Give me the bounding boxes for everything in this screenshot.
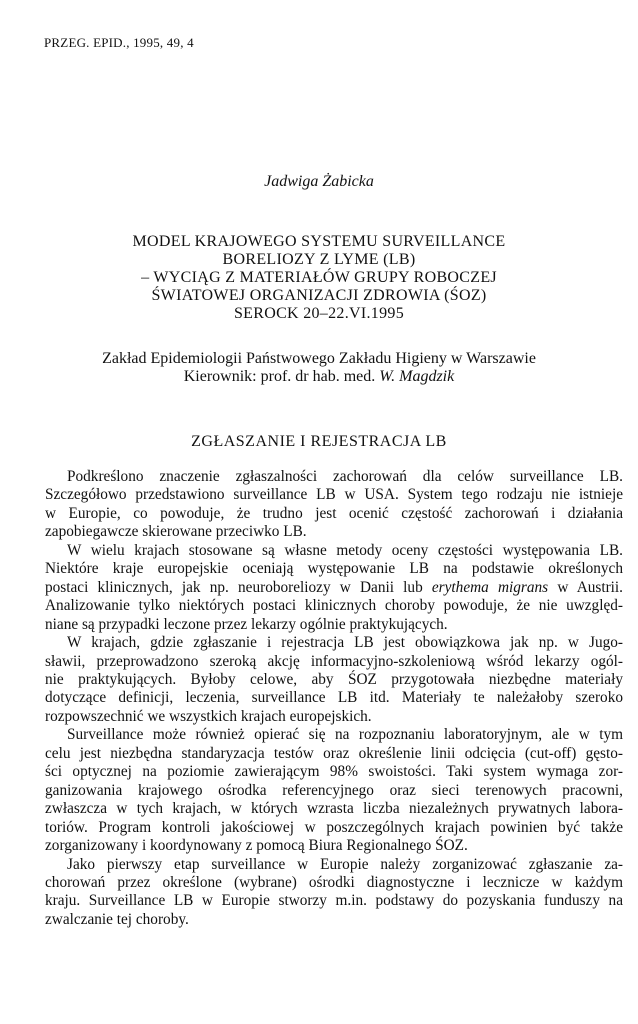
affiliation-head-name: W. Magdzik <box>379 368 455 385</box>
text-run: postaci klinicznych, jak np. neuroboreliozy w Danii lub <box>45 578 432 596</box>
text-line: zwalczanie tej choroby. <box>45 910 189 928</box>
text-line: Jako pierwszy etap surveillance w Europie należy zorganizować zgłaszanie za- <box>67 855 623 873</box>
text-line: zapobiegawcze skierowane przeciwko LB. <box>45 523 307 541</box>
text-line: zwłaszcza w tych krajach, w których wzrasta liczba niezależnych prywatnych labora- <box>45 800 623 818</box>
article-title <box>40 233 598 323</box>
text-line: niane są przypadki leczone przez lekarzy ogólnie praktykujących. <box>45 615 448 633</box>
paragraph <box>45 542 623 634</box>
section-heading: ZGŁASZANIE I REJESTRACJA LB <box>191 433 447 450</box>
title-line: BORELIOZY Z LYME (LB) <box>222 251 416 268</box>
text-line: ści optycznej na poziomie zawierającym 98% swoistości. Taki system wymaga zor- <box>45 763 623 781</box>
text-line: W wielu krajach stosowane są własne metody oceny częstości występowania LB. <box>67 541 623 559</box>
author-name: Jadwiga Żabicka <box>264 173 374 190</box>
text-line <box>45 579 623 597</box>
affiliation <box>30 350 608 386</box>
title-line: ŚWIATOWEJ ORGANIZACJI ZDROWIA (ŚOZ) <box>151 287 487 304</box>
text-run: w Austrii. <box>548 578 624 596</box>
text-line: rozpowszechnić we wszystkich krajach europejskich. <box>45 707 372 725</box>
text-line: Podkreślono znaczenie zgłaszalności zachorowań dla celów surveillance LB. <box>67 468 623 485</box>
text-line: Analizowanie tylko niektórych postaci klinicznych choroby powoduje, że nie uwzględ- <box>45 597 623 615</box>
affiliation-head-label: Kierownik: prof. dr hab. med. <box>183 368 380 385</box>
text-line: chorowań przez określone (wybrane) ośrodki diagnostyczne i lecznicze w każdym <box>45 873 623 891</box>
text-line: celu jest niezbędna standaryzacja testów oraz określenie linii odcięcia (cut-off) gęsto- <box>45 744 623 762</box>
text-line: ganizowania krajowego ośrodka referencyjnego oraz sieci terenowych pracowni, <box>45 781 623 799</box>
affiliation-head <box>30 368 608 386</box>
text-line: w Europie, co powoduje, że trudno jest ocenić częstość zachorowań i działania <box>45 504 623 522</box>
paragraph <box>45 634 623 726</box>
article-body <box>45 468 623 929</box>
text-line: W krajach, gdzie zgłaszanie i rejestracja LB jest obowiązkowa jak np. w Jugo- <box>67 634 623 652</box>
text-line: sławii, przeprowadzono szeroką akcję informacyjno-szkoleniową wśród lekarzy ogól- <box>45 652 623 670</box>
text-line: toriów. Program kontroli jakościowej w poszczególnych krajach powinien być także <box>45 818 623 836</box>
title-line: SEROCK 20–22.VI.1995 <box>233 305 404 322</box>
text-line: zorganizowany i koordynowany z pomocą Biura Regionalnego ŚOZ. <box>45 837 468 855</box>
journal-header: PRZEG. EPID., 1995, 49, 4 <box>44 35 194 50</box>
text-line: kraju. Surveillance LB w Europie stworzy m.in. podstawy do pozyskania funduszy na <box>45 892 623 910</box>
paragraph <box>45 856 623 930</box>
title-line: – WYCIĄG Z MATERIAŁÓW GRUPY ROBOCZEJ <box>141 269 497 286</box>
text-line: Niektóre kraje europejskie oceniają występowanie LB na podstawie określonych <box>45 560 623 578</box>
paragraph <box>45 726 623 855</box>
title-line: MODEL KRAJOWEGO SYSTEMU SURVEILLANCE <box>132 233 506 250</box>
text-line: dotyczące definicji, leczenia, surveillance LB itd. Materiały te należałoby szeroko <box>45 689 623 707</box>
affiliation-institution: Zakład Epidemiologii Państwowego Zakładu Higieny w Warszawie <box>102 350 536 367</box>
italic-term: erythema migrans <box>431 578 549 596</box>
paragraph <box>45 468 623 542</box>
text-line: Surveillance może również opierać się na rozpoznaniu laboratoryjnym, ale w tym <box>67 726 623 744</box>
text-line: nie praktykujących. Byłoby celowe, aby ŚOZ przygotowała niezbędne materiały <box>45 670 623 688</box>
text-line: Szczegółowo przedstawiono surveillance LB w USA. System tego rodzaju nie istnieje <box>45 486 623 504</box>
